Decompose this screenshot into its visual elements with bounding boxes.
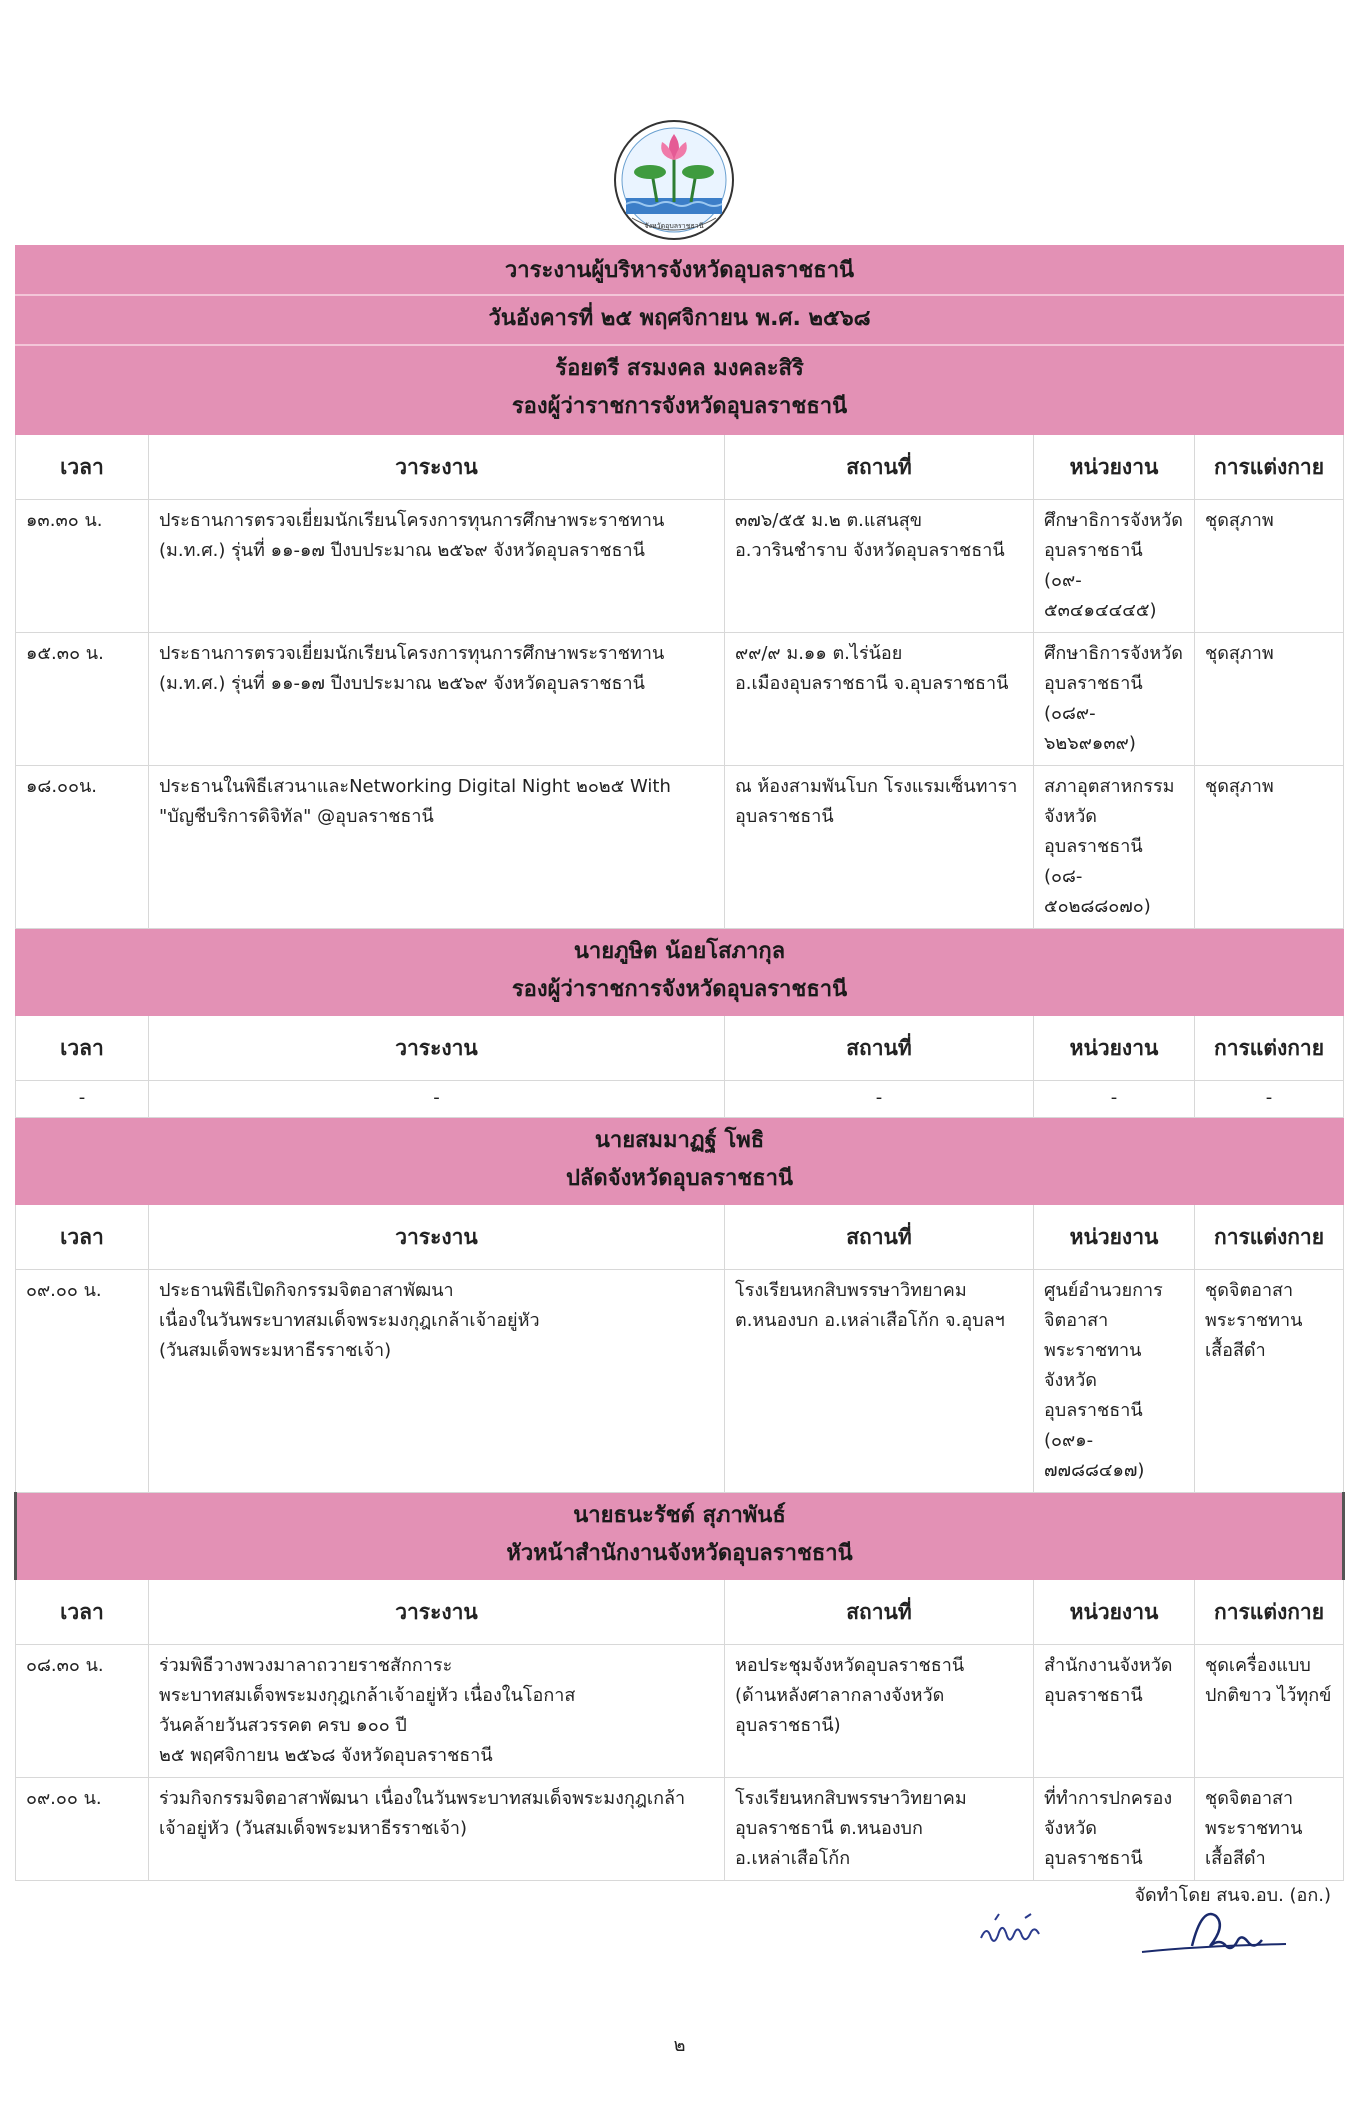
col-place: สถานที่ [725, 1580, 1034, 1645]
agenda-row [16, 1778, 1344, 1881]
row-place: - [725, 1081, 1034, 1118]
agenda-row [16, 1270, 1344, 1493]
row-place: หอประชุมจังหวัดอุบลราชธานี (ด้านหลังศาลากลางจังหวัด อุบลราชธานี) [725, 1645, 1034, 1778]
col-place: สถานที่ [725, 435, 1034, 500]
row-time: ๑๕.๓๐ น. [16, 633, 149, 766]
row-place: ๙๙/๙ ม.๑๑ ต.ไร่น้อย อ.เมืองอุบลราชธานี จ.อุบลราชธานี [725, 633, 1034, 766]
prepared-by-note: จัดทำโดย สนจ.อบ. (อก.) [1134, 1885, 1331, 1906]
row-unit: ศึกษาธิการจังหวัด อุบลราชธานี (๐๙- ๕๓๔๑๔๔๔๕) [1034, 500, 1195, 633]
page-number: ๒ [673, 2035, 686, 2056]
row-unit: สำนักงานจังหวัด อุบลราชธานี [1034, 1645, 1195, 1778]
executive-name: นายภูษิต น้อยโสภากุล [573, 939, 786, 964]
province-seal-logo [612, 118, 736, 242]
agenda-row [16, 1645, 1344, 1778]
col-unit: หน่วยงาน [1034, 1580, 1195, 1645]
col-place: สถานที่ [725, 1205, 1034, 1270]
col-unit: หน่วยงาน [1034, 435, 1195, 500]
row-unit: ศึกษาธิการจังหวัด อุบลราชธานี (๐๘๙- ๖๒๖๙๑๓๙) [1034, 633, 1195, 766]
col-unit: หน่วยงาน [1034, 1016, 1195, 1081]
row-agenda: ร่วมพิธีวางพวงมาลาถวายราชสักการะ พระบาทสมเด็จพระมงกุฎเกล้าเจ้าอยู่หัว เนื่องในโอกาส วันคล้ายวันสวรรคต ครบ ๑๐๐ ปี ๒๕ พฤศจิกายน ๒๕๖๘ จังหวัดอุบลราชธานี [149, 1645, 725, 1778]
section-header [16, 1493, 1344, 1580]
col-agenda: วาระงาน [149, 1205, 725, 1270]
row-unit: - [1034, 1081, 1195, 1118]
col-time: เวลา [16, 1205, 149, 1270]
section-header [16, 929, 1344, 1016]
row-time: ๑๓.๓๐ น. [16, 500, 149, 633]
row-place: ๓๗๖/๕๕ ม.๒ ต.แสนสุข อ.วารินชำราบ จังหวัดอุบลราชธานี [725, 500, 1034, 633]
row-time: ๐๘.๓๐ น. [16, 1645, 149, 1778]
column-header-row [16, 1016, 1344, 1081]
row-time: ๐๙.๐๐ น. [16, 1778, 149, 1881]
row-time: ๐๙.๐๐ น. [16, 1270, 149, 1493]
agenda-table [14, 245, 1345, 1881]
row-dress: ชุดจิตอาสา พระราชทาน เสื้อสีดำ [1195, 1778, 1344, 1881]
row-dress: ชุดสุภาพ [1195, 766, 1344, 929]
row-agenda: ประธานการตรวจเยี่ยมนักเรียนโครงการทุนการศึกษาพระราชทาน (ม.ท.ศ.) รุ่นที่ ๑๑-๑๗ ปีงบประมาณ ๒๕๖๙ จังหวัดอุบลราชธานี [149, 633, 725, 766]
document-title-row [16, 246, 1344, 296]
document-date: วันอังคารที่ ๒๕ พฤศจิกายน พ.ศ. ๒๕๖๘ [16, 295, 1344, 345]
row-time: ๑๘.๐๐น. [16, 766, 149, 929]
handwritten-signature [975, 1908, 1055, 1952]
seal-caption: จังหวัดอุบลราชธานี [644, 222, 704, 230]
col-place: สถานที่ [725, 1016, 1034, 1081]
executive-position: หัวหน้าสำนักงานจังหวัดอุบลราชธานี [506, 1541, 853, 1566]
col-agenda: วาระงาน [149, 1580, 725, 1645]
row-dress: ชุดจิตอาสา พระราชทาน เสื้อสีดำ [1195, 1270, 1344, 1493]
executive-name: ร้อยตรี สรมงคล มงคละสิริ [555, 356, 804, 381]
executive-position: รองผู้ว่าราชการจังหวัดอุบลราชธานี [511, 394, 848, 419]
row-place: โรงเรียนหกสิบพรรษาวิทยาคม ต.หนองบก อ.เหล่าเสือโก้ก จ.อุบลฯ [725, 1270, 1034, 1493]
row-dress: ชุดเครื่องแบบ ปกติขาว ไว้ทุกข์ [1195, 1645, 1344, 1778]
row-unit: ที่ทำการปกครอง จังหวัด อุบลราชธานี [1034, 1778, 1195, 1881]
row-place: โรงเรียนหกสิบพรรษาวิทยาคม อุบลราชธานี ต.หนองบก อ.เหล่าเสือโก้ก [725, 1778, 1034, 1881]
document-title: วาระงานผู้บริหารจังหวัดอุบลราชธานี [16, 246, 1344, 296]
agenda-row [16, 1081, 1344, 1118]
column-header-row [16, 1205, 1344, 1270]
row-dress: - [1195, 1081, 1344, 1118]
col-agenda: วาระงาน [149, 435, 725, 500]
row-agenda: ประธานพิธีเปิดกิจกรรมจิตอาสาพัฒนา เนื่องในวันพระบาทสมเด็จพระมงกุฎเกล้าเจ้าอยู่หัว (วันสมเด็จพระมหาธีรราชเจ้า) [149, 1270, 725, 1493]
agenda-row [16, 766, 1344, 929]
row-dress: ชุดสุภาพ [1195, 500, 1344, 633]
column-header-row [16, 1580, 1344, 1645]
col-dress: การแต่งกาย [1195, 435, 1344, 500]
col-time: เวลา [16, 1016, 149, 1081]
col-time: เวลา [16, 435, 149, 500]
row-agenda: - [149, 1081, 725, 1118]
agenda-row [16, 500, 1344, 633]
document-date-row [16, 295, 1344, 345]
agenda-row [16, 633, 1344, 766]
executive-name: นายสมมาฏฐ์ โพธิ [594, 1128, 765, 1153]
row-agenda: ประธานการตรวจเยี่ยมนักเรียนโครงการทุนการศึกษาพระราชทาน (ม.ท.ศ.) รุ่นที่ ๑๑-๑๗ ปีงบประมาณ ๒๕๖๙ จังหวัดอุบลราชธานี [149, 500, 725, 633]
section-header [16, 1118, 1344, 1205]
row-unit: ศูนย์อำนวยการ จิตอาสา พระราชทาน จังหวัด อุบลราชธานี (๐๙๑- ๗๗๘๘๔๑๗) [1034, 1270, 1195, 1493]
executive-position: ปลัดจังหวัดอุบลราชธานี [565, 1166, 794, 1191]
row-time: - [16, 1081, 149, 1118]
executive-position: รองผู้ว่าราชการจังหวัดอุบลราชธานี [511, 977, 848, 1002]
row-agenda: ประธานในพิธีเสวนาและNetworking Digital Night ๒๐๒๕ With "บัญชีบริการดิจิทัล" @อุบลราชธานี [149, 766, 725, 929]
col-time: เวลา [16, 1580, 149, 1645]
row-unit: สภาอุตสาหกรรม จังหวัด อุบลราชธานี (๐๘- ๕๐๒๘๘๐๗๐) [1034, 766, 1195, 929]
row-agenda: ร่วมกิจกรรมจิตอาสาพัฒนา เนื่องในวันพระบาทสมเด็จพระมงกุฎเกล้า เจ้าอยู่หัว (วันสมเด็จพระมหาธีรราชเจ้า) [149, 1778, 725, 1881]
section-header [16, 345, 1344, 435]
col-dress: การแต่งกาย [1195, 1016, 1344, 1081]
executive-name: นายธนะรัชต์ สุภาพันธ์ [573, 1503, 786, 1528]
column-header-row [16, 435, 1344, 500]
col-agenda: วาระงาน [149, 1016, 725, 1081]
col-dress: การแต่งกาย [1195, 1580, 1344, 1645]
col-dress: การแต่งกาย [1195, 1205, 1344, 1270]
row-dress: ชุดสุภาพ [1195, 633, 1344, 766]
approval-signature [1138, 1906, 1290, 1962]
row-place: ณ ห้องสามพันโบก โรงแรมเซ็นทารา อุบลราชธานี [725, 766, 1034, 929]
col-unit: หน่วยงาน [1034, 1205, 1195, 1270]
agenda-document [14, 245, 1342, 1881]
